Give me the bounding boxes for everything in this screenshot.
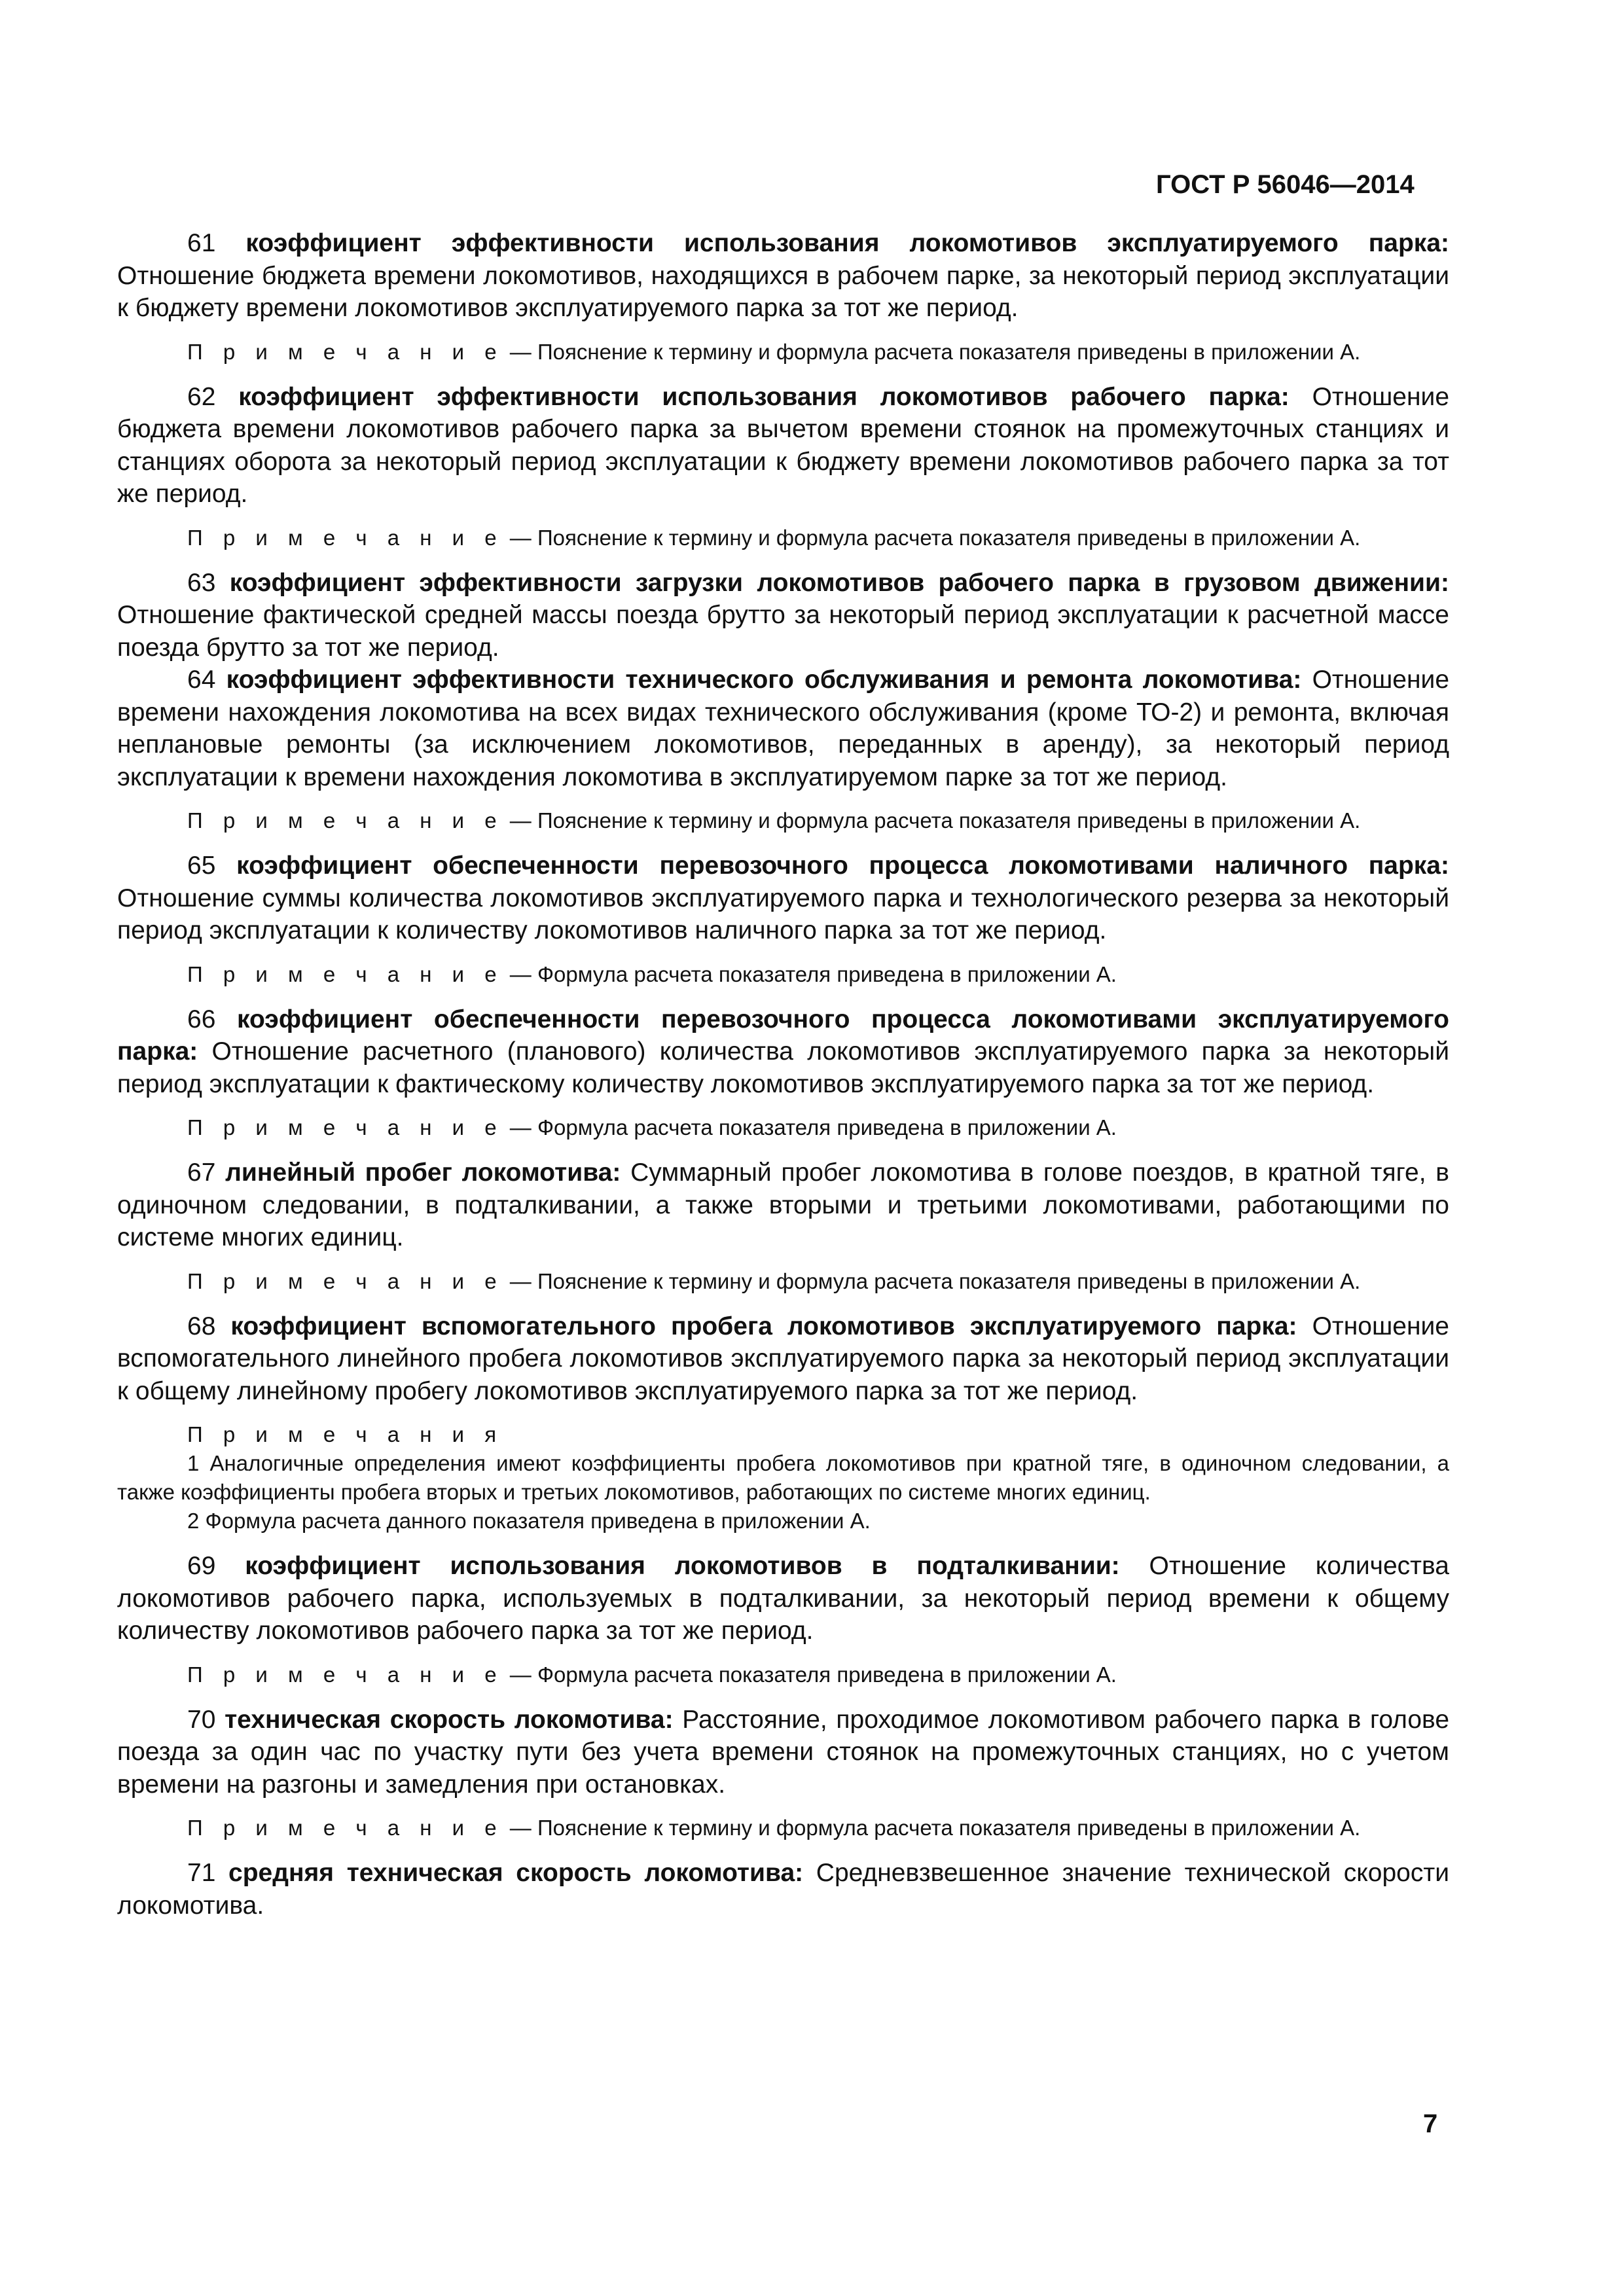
note-text: — Формула расчета показателя приведена в приложении А. bbox=[509, 1662, 1117, 1687]
note-label: П р и м е ч а н и е bbox=[187, 1816, 504, 1840]
term-entry-69 bbox=[117, 1550, 1449, 1647]
term-definition: Расстояние, проходимое локомотивом рабочего парка в голове поезда за один час по участку пути без учета времени стоянок на промежуточных станциях, но с учетом времени на разгоны и замедления при остановках. bbox=[117, 1705, 1450, 1799]
term-definition: Отношение расчетного (планового) количества локомотивов эксплуатируемого парка за некоторый период эксплуатации к фактическому количеству локомотивов эксплуатируемого парка за тот же период. bbox=[117, 1037, 1449, 1098]
term-number: 62 bbox=[187, 382, 216, 411]
term-definition: Отношение количества локомотивов рабочего парка, используемых в подталкивании, за некоторый период времени к общему количеству локомотивов рабочего парка за тот же период. bbox=[117, 1552, 1450, 1645]
note bbox=[117, 1113, 1449, 1142]
term-definition: Средневзвешенное значение технической скорости локомотива. bbox=[117, 1859, 1449, 1920]
term-name: коэффициент эффективности технического обслуживания и ремонта локомотива: bbox=[226, 666, 1302, 694]
note-label: П р и м е ч а н и е bbox=[187, 339, 504, 364]
term-name: коэффициент эффективности загрузки локомотивов рабочего парка в грузовом движении: bbox=[229, 568, 1449, 597]
note bbox=[117, 1660, 1449, 1689]
term-definition: Отношение бюджета времени локомотивов, находящихся в рабочем парке, за некоторый период эксплуатации к бюджету времени локомотивов эксплуатируемого парка за тот же период. bbox=[117, 261, 1449, 322]
page-number: 7 bbox=[1423, 2109, 1438, 2138]
note-text: — Пояснение к термину и формула расчета показателя приведены в приложении А. bbox=[509, 808, 1361, 833]
note bbox=[117, 960, 1449, 989]
note bbox=[117, 806, 1449, 835]
term-entry-68 bbox=[117, 1310, 1449, 1408]
term-number: 66 bbox=[187, 1005, 216, 1033]
note-text: — Пояснение к термину и формула расчета показателя приведены в приложении А. bbox=[509, 1816, 1361, 1840]
term-definition: Отношение суммы количества локомотивов эксплуатируемого парка и технологического резерва за некоторый период эксплуатации к количеству локомотивов наличного парка за тот же период. bbox=[117, 884, 1449, 944]
term-definition: Отношение фактической средней массы поезда брутто за некоторый период эксплуатации к расчетной массе поезда брутто за тот же период. bbox=[117, 601, 1449, 662]
notes-block bbox=[117, 1420, 1449, 1535]
notes-label: П р и м е ч а н и я bbox=[187, 1422, 504, 1446]
term-entry-65 bbox=[117, 850, 1449, 947]
note bbox=[117, 338, 1449, 367]
note-label: П р и м е ч а н и е bbox=[187, 525, 504, 550]
term-name: средняя техническая скорость локомотива: bbox=[228, 1859, 804, 1887]
document-header: ГОСТ Р 56046—2014 bbox=[1156, 170, 1415, 199]
term-entry-71 bbox=[117, 1857, 1449, 1922]
term-number: 65 bbox=[187, 852, 216, 880]
term-definition: Отношение вспомогательного линейного пробега локомотивов эксплуатируемого парка за некоторый период эксплуатации к общему линейному пробегу локомотивов эксплуатируемого парка за тот же период. bbox=[117, 1312, 1449, 1405]
term-name: коэффициент обеспеченности перевозочного процесса локомотивами наличного парка: bbox=[236, 852, 1449, 880]
note-item: 2 Формула расчета данного показателя приведена в приложении А. bbox=[187, 1509, 871, 1533]
term-number: 61 bbox=[187, 229, 216, 257]
term-name: техническая скорость локомотива: bbox=[225, 1705, 674, 1734]
term-number: 71 bbox=[187, 1859, 216, 1887]
term-name: линейный пробег локомотива: bbox=[225, 1158, 621, 1187]
term-number: 68 bbox=[187, 1312, 216, 1340]
note-label: П р и м е ч а н и е bbox=[187, 1662, 504, 1687]
note-label: П р и м е ч а н и е bbox=[187, 961, 504, 986]
term-name: коэффициент обеспеченности перевозочного процесса локомотивами эксплуатируемого парка: bbox=[117, 1005, 1449, 1066]
term-number: 64 bbox=[187, 666, 216, 694]
note-text: — Формула расчета показателя приведена в приложении А. bbox=[509, 1115, 1117, 1139]
term-definition: Отношение времени нахождения локомотива на всех видах технического обслуживания (кроме ТО-2) и ремонта, включая неплановые ремонты (за исключением локомотивов, переданных в аренду), за некоторый период эксплуатации к времени нахождения локомотива в эксплуатируемом парке за тот же период. bbox=[117, 666, 1450, 791]
term-number: 69 bbox=[187, 1552, 216, 1580]
term-entry-70 bbox=[117, 1704, 1449, 1801]
term-number: 67 bbox=[187, 1158, 216, 1187]
terms-body bbox=[117, 227, 1449, 1922]
term-name: коэффициент эффективности использования локомотивов рабочего парка: bbox=[238, 382, 1290, 411]
note-label: П р и м е ч а н и е bbox=[187, 808, 504, 833]
note-item: 1 Аналогичные определения имеют коэффициенты пробега локомотивов при кратной тяге, в одиночном следовании, а также коэффициенты пробега вторых и третьих локомотивов, работающих по системе многих единиц. bbox=[117, 1451, 1449, 1504]
term-definition: Отношение бюджета времени локомотивов рабочего парка за вычетом времени стоянок на промежуточных станциях и станциях оборота за некоторый период эксплуатации к бюджету времени локомотивов рабочего парка за тот же период. bbox=[117, 382, 1450, 508]
note-text: — Пояснение к термину и формула расчета показателя приведены в приложении А. bbox=[509, 1268, 1361, 1293]
note bbox=[117, 524, 1449, 552]
term-number: 63 bbox=[187, 568, 216, 597]
term-entry-66 bbox=[117, 1003, 1449, 1101]
note-label: П р и м е ч а н и е bbox=[187, 1115, 504, 1139]
term-number: 70 bbox=[187, 1705, 216, 1734]
term-entry-67 bbox=[117, 1157, 1449, 1254]
note-label: П р и м е ч а н и е bbox=[187, 1268, 504, 1293]
term-entry-62 bbox=[117, 381, 1449, 511]
term-name: коэффициент использования локомотивов в подталкивании: bbox=[245, 1552, 1120, 1580]
term-entry-63 bbox=[117, 567, 1449, 664]
term-entry-64 bbox=[117, 664, 1449, 793]
term-name: коэффициент вспомогательного пробега локомотивов эксплуатируемого парка: bbox=[230, 1312, 1297, 1340]
note-text: — Пояснение к термину и формула расчета показателя приведены в приложении А. bbox=[509, 525, 1361, 550]
note bbox=[117, 1814, 1449, 1842]
note-text: — Пояснение к термину и формула расчета показателя приведены в приложении А. bbox=[509, 339, 1361, 364]
note-text: — Формула расчета показателя приведена в приложении А. bbox=[509, 961, 1117, 986]
note bbox=[117, 1267, 1449, 1296]
term-definition: Суммарный пробег локомотива в голове поездов, в кратной тяге, в одиночном следовании, в подталкивании, а также вторыми и третьими локомотивами, работающими по системе многих единиц. bbox=[117, 1158, 1449, 1251]
term-name: коэффициент эффективности использования локомотивов эксплуатируемого парка: bbox=[245, 229, 1449, 257]
term-entry-61 bbox=[117, 227, 1449, 325]
